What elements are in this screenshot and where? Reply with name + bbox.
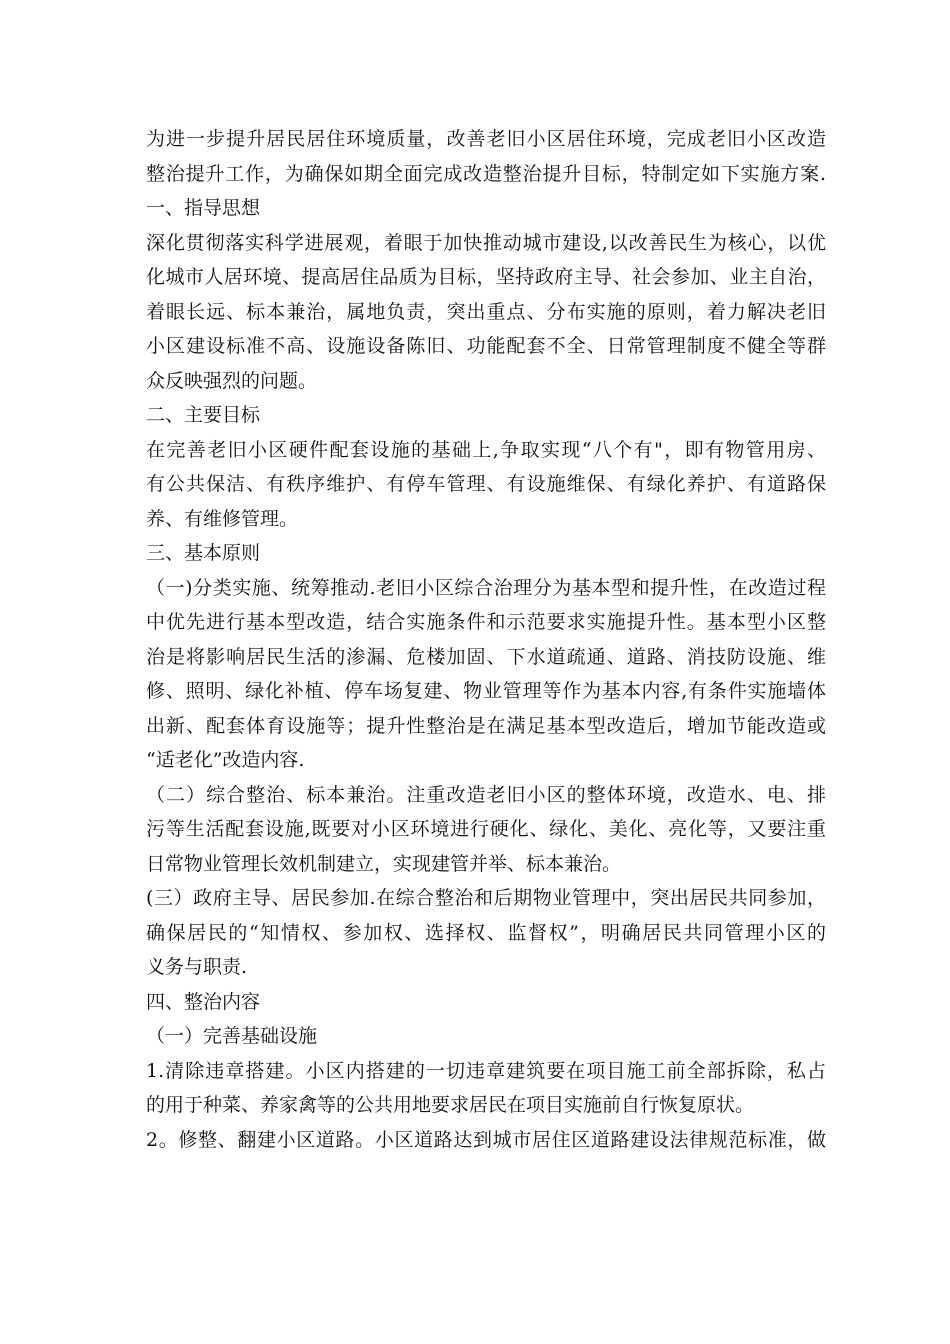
text-line: 中优先进行基本型改造，结合实施条件和示范要求实施提升性。基本型小区整 (146, 611, 826, 633)
text-line: 整治提升工作，为确保如期全面完成改造整治提升目标，特制定如下实施方案. (146, 162, 826, 185)
text-line: 2。修整、翻建小区道路。小区道路达到城市居住区道路建设法律规范标准，做 (146, 1128, 826, 1151)
text-line: (三）政府主导、居民参加.在综合整治和后期物业管理中，突出居民共同参加， (146, 887, 826, 909)
text-line: 出新、配套体育设施等；提升性整治是在满足基本型改造后，增加节能改造或 (146, 714, 826, 737)
text-line: （一)分类实施、统筹推动.老旧小区综合治理分为基本型和提升性，在改造过程 (146, 576, 826, 599)
document-body (146, 122, 826, 1157)
text-line: 治是将影响居民生活的渗漏、危楼加固、下水道疏通、道路、消技防设施、维 (146, 645, 826, 668)
text-line: 深化贯彻落实科学进展观，着眼于加快推动城市建设,以改善民生为核心，以优 (146, 231, 826, 254)
text-line: 化城市人居环境、提高居住品质为目标，坚持政府主导、社会参加、业主自治， (146, 266, 826, 288)
text-line: 污等生活配套设施,既要对小区环境进行硬化、绿化、美化、亮化等，又要注重 (146, 818, 826, 840)
text-line: 小区建设标准不高、设施设备陈旧、功能配套不全、日常管理制度不健全等群 (146, 335, 826, 357)
text-line: 日常物业管理长效机制建立，实现建管并举、标本兼治。 (146, 852, 622, 875)
text-line: 有公共保洁、有秩序维护、有停车管理、有设施维保、有绿化养护、有道路保 (146, 473, 826, 495)
text-line: 在完善老旧小区硬件配套设施的基础上,争取实现“八个有"，即有物管用房、 (146, 438, 826, 461)
text-line: 着眼长远、标本兼治，属地负责，突出重点、分布实施的原则，着力解决老旧 (146, 300, 826, 323)
text-line: “适老化”改造内容. (146, 749, 305, 771)
subsection-heading: （一）完善基础设施 (146, 1025, 318, 1047)
text-line: 众反映强烈的问题。 (146, 369, 318, 392)
text-line: 为进一步提升居民居住环境质量，改善老旧小区居住环境，完成老旧小区改造 (146, 128, 826, 150)
text-line: 的用于种菜、养家禽等的公共用地要求居民在项目实施前自行恢复原状。 (146, 1094, 755, 1116)
text-line: 确保居民的“知情权、参加权、选择权、监督权”，明确居民共同管理小区的 (146, 921, 826, 944)
section-heading: 三、基本原则 (146, 542, 261, 564)
text-line: 1.清除违章搭建。小区内搭建的一切违章建筑要在项目施工前全部拆除，私占 (146, 1059, 826, 1082)
section-heading: 四、整治内容 (146, 990, 261, 1013)
text-line: 养、有维修管理。 (146, 507, 299, 530)
text-line: 义务与职责. (146, 956, 248, 978)
text-line: 修、照明、绿化补植、停车场复建、物业管理等作为基本内容,有条件实施墙体 (146, 680, 826, 702)
section-heading: 二、主要目标 (146, 404, 261, 426)
text-line: （二）综合整治、标本兼治。注重改造老旧小区的整体环境，改造水、电、排 (146, 783, 826, 806)
section-heading: 一、指导思想 (146, 197, 261, 219)
